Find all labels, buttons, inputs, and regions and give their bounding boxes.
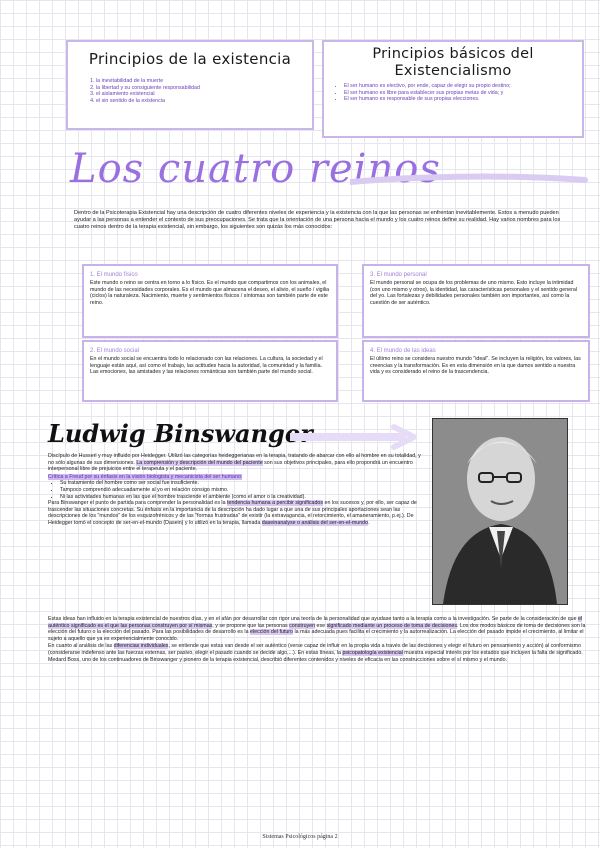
paragraph-4: En cuanto al análisis de las diferencias individuales, se entiende que estas van desde el ser auténtico (verse capaz de influir en la propia vida a través de las decisiones y elegir el futuro en pensamiento y acción) al conformismo (considerarse indefenso ante las fuerzas externas, ser pasivo, elegir el pasado cuando se decide algo,...). En estas líneas, la psicopatología existencial muestra especial interés por los estados que incluyen la falta de significado. Medard Boss, uno de los continuadores de Binswanger y pionero de la terapia existencial, describió diferentes contenidos y niveles de eficacia en las construcciones sobre el sí mismo y el mundo. [48,643,583,663]
card-ideas-world [362,340,590,402]
card-title: 3. El mundo personal [370,272,427,278]
heading-swoosh [350,170,590,190]
arrow-decoration [290,424,420,450]
card-personal-world [362,264,590,338]
card-body: El último reino se considera nuestro mundo "ideal". Se incluyen la religión, los valores, las creencias y la transformación. Es en esta dimensión en la que damos sentido a nuestra vida y es considerado el reino de la trascendencia. [370,356,581,376]
list-item: 1. la inevitabilidad de la muerte [96,78,304,85]
principles-box [66,40,314,130]
principles-list [76,78,304,104]
card-title: 4. El mundo de las ideas [370,348,436,354]
existentialism-title-line2: Existencialismo [394,63,512,79]
paragraph-1: Discípulo de Husserl y muy influido por Heidegger. Utilizó las categorías heideggerianas en la terapia, tratando de abarcar con ello al hombre en su totalidad, y no sólo algunas de sus dimensiones. La comprensión y descripción del mundo del paciente son sus objetivos principales, para ello propondrá un encuentro interpersonal libre de prejuicios entre el terapeuta y el paciente. [48,453,421,473]
paragraph-2: Para Binswanger el punto de partida para comprender la personalidad es la tendencia humana a percibir significados en los sucesos y, por ello, ser capaz de trascender las situaciones concretas. Su énfasis en la importancia de la descripción ha dado lugar a que una de sus principales aportaciones sean las descripciones de los "mundos" de los esquizofrénicos y de las "formas frustradas" de existir (la extravagancia, el retorcimiento, el amaneramiento, p.ej.). De Heidegger tomó el concepto de ser-en-el-mundo (Dasein) y lo utilizó en la terapia, llamada daseinanalyse o análisis del ser-en-el-mundo. [48,500,417,526]
binswanger-text-wide [48,616,592,663]
critique-list [48,480,426,500]
card-title: 2. El mundo social [90,348,140,354]
binswanger-text [48,453,426,527]
binswanger-heading: Ludwig Binswanger [48,419,313,448]
list-item: 4. el sin sentido de la existencia [96,98,304,105]
paragraph-3: Estas ideas han influido en la terapia existencial de nuestros días, y en el afán por desarrollar con rigor una teoría de la personalidad que ayudase tanto a la terapia como a la investigación. Se parte de la consideración de que el auténtico significado es el que las personas construyen por sí mismas, y se propone que las personas construyen ese significado mediante un proceso de toma de decisiones. Los dos modos básicos de toma de decisiones son la elección del futuro o la elección del pasado. Para las posibilidades de desarrollo es la elección del futuro la más adecuada pues facilita el crecimiento y la autorrealización. La elección del pasado impide el crecimiento, al limitar el sujeto a aquello que ya es experiencialmente conocido. [48,616,586,642]
list-item: • Su tratamiento del hombre como ser social fue insuficiente. [60,480,426,487]
reinos-intro: Dentro de la Psicoterapia Existencial hay una descripción de cuatro diferentes niveles de experiencia y la existencia con la que las personas se enfrentan inevitablemente. Estos a menudo pueden ayudar a las personas a entender el contexto de sus preocupaciones. Se trata que la orientación de una persona hacia el mundo y los cuatro reinos define su realidad. Hay varios nombres para los cuatro reinos dentro de la terapia existencial, sin embargo, los siguientes son quizás los más conocidos: [74,210,561,230]
existentialism-list [332,83,574,103]
card-body: El mundo personal se ocupa de los problemas de uno mismo. Esto incluye la intimidad (con uno mismo y otros), la identidad, las características personales y el sentido general del yo. Las fortalezas y debilidades personales también son importantes, así como la cuestión de ser auténtico. [370,280,577,306]
list-item: • Ni las actividades humanas en las que el hombre trasciende el ambiente (como el amor o la creatividad). [60,494,426,501]
card-physical-world [82,264,338,338]
existentialism-box [322,40,584,138]
list-item: • El ser humano es electivo, por ende, capaz de elegir su propio destino; [344,83,574,90]
reinos-heading: Los cuatro reinos [70,146,441,192]
card-body: Este mundo o reino se centra en torno a lo físico. Es el mundo que compartimos con los animales, el mundo de las necesidades corporales. Es el mundo que almacena el deseo, el alivio, el sueño / vigilia (ciclos) la naturaleza. Nacimiento, muerte y sentimientos físicos / síntomas son también parte de este reino. [90,280,330,306]
existentialism-title [332,46,574,80]
existentialism-title-line1: Principios básicos del [372,46,534,62]
swoosh-line [350,176,585,182]
list-item: 3. el aislamiento existencial [96,91,304,98]
list-item: • Tampoco comprendió adecuadamente al yo en relación consigo mismo. [60,487,426,494]
principles-title: Principios de la existencia [88,50,292,68]
list-item: • El ser humano es libre para establecer sus propias metas de vida; y [344,90,574,97]
critique-line: Crítica a Freud por su énfasis en la visión biologista y mecanicista del ser humano: [48,473,243,480]
portrait-photo [432,418,568,605]
list-item: • El ser humano es responsable de sus propias elecciones. [344,96,574,103]
portrait-figure [433,419,567,604]
card-social-world [82,340,338,402]
list-item: 2. la libertad y su consiguiente responsabilidad [96,85,304,92]
card-body: En el mundo social se encuentra todo lo relacionado con las relaciones. La cultura, la sociedad y el lenguaje están aquí, así como el trabajo, las actitudes hacia la autoridad, la comunidad y la familia. Las emociones, las amistades y las relaciones románticas son también parte del mundo social. [90,356,323,376]
card-title: 1. El mundo físico [90,272,138,278]
page-footer: Sistemas Psicológicos página 2 [262,834,338,840]
